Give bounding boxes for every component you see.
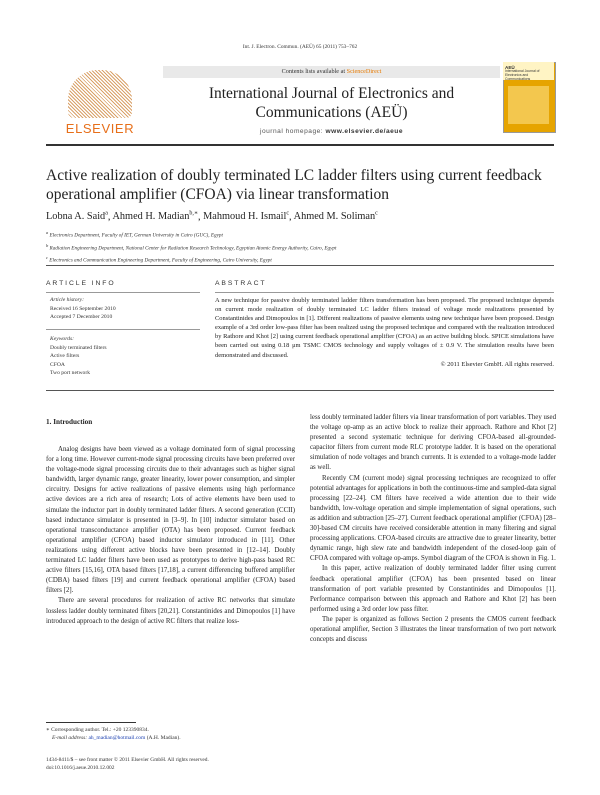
sciencedirect-link[interactable]: ScienceDirect (346, 68, 382, 75)
received-date: Received 16 September 2010 (50, 305, 116, 312)
affiliation: $^c$ Electronics and Communication Engineering Department, Faculty of Engineering, Cairo University, Egypt (46, 255, 272, 265)
author: Mahmoud H. Ismail$^c$ (203, 211, 290, 223)
article-history (50, 296, 200, 322)
article-title: Active realization of doubly terminated LC ladder filters using current feedback operational amplifier (CFOA) via linear transformation (46, 167, 542, 203)
paragraph: Recently CM (current mode) signal processing techniques are recognized to offer potential advantages for applications in both the continuous-time and sampled-data signal processing [22–24]. CM filters have received a wide attention due to their wide bandwidth, low-voltage operation and simple implementation of signal operations, such as addition and subtraction [25–27]. Current feedback operational amplifier (CFOA) [28–30]-based CM circuits have received considerable attention in many filtering and signal processing applications. CFOA-based circuits are attractive due to greater linearity, better dynamic range, high slew rate and bandwidth independent of the closed-loop gain of CFOA compared with voltage op-amps. Symbol diagram of the CFOA is shown in Fig. 1. (310, 474, 556, 563)
keyword: CFOA (50, 361, 65, 368)
author: Lobna A. Said$^a$ (46, 211, 108, 223)
header-rule (46, 144, 554, 146)
author-list: Lobna A. Said$^a$, Ahmed H. Madian$^{b,∗}$, Mahmoud H. Ismail$^c$, Ahmed M. Soliman$^c$ (46, 211, 378, 223)
body-column-left (46, 445, 295, 627)
cover-text (505, 65, 552, 82)
author: Ahmed H. Madian$^{b,∗}$ (112, 211, 198, 223)
cover-abbr: AEÜ (505, 65, 515, 70)
copyright: © 2011 Elsevier GmbH. All rights reserved. (440, 360, 554, 368)
affiliations (46, 228, 556, 266)
issn-line: 1434-8411/$ – see front matter © 2011 Elsevier GmbH. All rights reserved. (46, 757, 209, 763)
journal-title: International Journal of Electronics and Communications (AEÜ) (208, 85, 455, 121)
accepted-date: Accepted 7 December 2010 (50, 314, 113, 321)
divider (46, 390, 554, 391)
abstract (215, 296, 554, 369)
footnotes (46, 726, 295, 743)
footnote-rule (46, 722, 136, 723)
front-matter (46, 756, 295, 772)
section-heading: 1. Introduction (46, 418, 93, 426)
homepage-url[interactable]: www.elsevier.de/aeue (325, 128, 404, 135)
paragraph: There are several procedures for realization of active RC networks that simulate lossless ladder doubly terminated filters [20,21]. Constantinides and Dimopoulos [1] have introduced approach to the design of active RC filters that realize loss- (46, 597, 295, 625)
affiliation: $^b$ Radiation Engineering Department, National Center for Radiation Research Technology, Egyptian Atomic Energy Authority, Cairo, Egypt (46, 242, 337, 252)
elsevier-tree-icon (68, 70, 132, 118)
keywords (50, 335, 200, 378)
contents-prefix: Contents lists available at (281, 68, 347, 75)
paragraph: Analog designs have been viewed as a voltage dominated form of signal processing for a long time. However current-mode signal processing circuits have been preferred over the voltage-mode signal processing circuits due to their advantages such as higher signal bandwidth, larger dynamic range, greater linearity, lower power consumption, and simpler circuitry. Designs for active realizations of passive elements using high performance active devices are a rich area of research; Lots of active elements have been used to simulate the inductor part in doubly terminated ladder filters. A second generation (CCII) based inductance simulator is presented in [3–9]. In [10] inductor simulator based on operational transconductance amplifier (OTA) has been proposed. Current feedback operational amplifier (CFOA) based inductor simulator introduced in [11]. Other realizations using different active blocks have been presented in [12–14]. Doubly terminated LC ladder filters have been used as prototypes to derive high-pass based RC active filters [15,16], OTA based filters [17,18], a current differencing buffered amplifier (CDBA) based filters [19] and current feedback operational amplifier (CFOA) based filters [2]. (46, 446, 295, 595)
paragraph: In this paper, active realization of doubly terminated ladder filter using current feedback operational amplifier (CFOA) has been presented based on linear transformation of port variable presented by Constantinides and Dimopoulos [1]. Performance comparison between this approach and Rathore and Khot [2] has been performed using a 3rd order low pass filter. (310, 565, 556, 613)
affiliation: $^a$ Electronics Department, Faculty of IET, German University in Cairo (GUC), Egypt (46, 230, 223, 239)
article-info-heading: ARTICLE INFO (46, 280, 116, 287)
abstract-text: A new technique for passive doubly terminated ladder filters transformation has been proposed. The proposed technique depends on current mode realization of doubly terminated LC ladder filters instead of voltage mode realizations presented by Constantinides and Dimopoulos in [1]. Different realizations of passive elements using new technique have been proposed. Design example of a 3rd order low-pass filter has been realized using the proposed technique and compared with the realization introduced by Rathore and Khot [2] using current feedback operational amplifier (CFOA) as an active building block. SPICE simulations have been carried out using 0.18 μm TSMC CMOS technology and supply voltages of ± 0.9 V. The simulation results have been demonstrated and discussed. (215, 297, 554, 359)
keywords-label: Keywords: (50, 336, 75, 342)
doi-link[interactable]: doi:10.1016/j.aeue.2010.12.002 (46, 765, 115, 771)
author: Ahmed M. Soliman$^c$ (293, 211, 378, 223)
corresponding-author: ∗ Corresponding author. Tel.: +20 123390834. (46, 727, 149, 733)
homepage-prefix: journal homepage: (259, 128, 326, 135)
journal-homepage (163, 128, 500, 135)
journal-citation: Int. J. Electron. Commun. (AEÜ) 65 (2011) 753–762 (242, 44, 358, 50)
divider (46, 329, 200, 330)
divider (46, 292, 200, 293)
divider (46, 265, 554, 266)
keyword: Two port network (50, 370, 90, 377)
divider (215, 292, 554, 293)
cover-title: International Journal of Electronics and Communications (505, 69, 540, 81)
history-label: Article history: (50, 297, 85, 303)
contents-line (163, 68, 500, 75)
email-line: E-mail address: ah_madian@hotmail.com (A.H. Madian). (52, 735, 181, 742)
cover-image (508, 86, 549, 124)
keyword: Active filters (50, 353, 80, 360)
email-link[interactable]: ah_madian@hotmail.com (88, 735, 146, 742)
body-column-right (310, 413, 556, 645)
abstract-heading: ABSTRACT (215, 280, 267, 287)
paragraph: The paper is organized as follows Section 2 presents the CMOS current feedback operational amplifier, Section 3 illustrates the linear transformation of two port network concepts and discuss (310, 615, 556, 644)
paragraph: less doubly terminated ladder filters via linear transformation of port variables. They used the voltage op-amp as an active block to realize their approach. Rathore and Khot [2] presented a second systematic technique for deriving CFOA-based all-grounded-capacitor filters from current mode RLC prototype ladder. It is based on the operational simulation of node voltages and branch currents. It is extended to a voltage-mode ladder as well. (310, 414, 556, 472)
keyword: Doubly terminated filters (50, 344, 107, 351)
publisher-name: ELSEVIER (65, 121, 135, 136)
